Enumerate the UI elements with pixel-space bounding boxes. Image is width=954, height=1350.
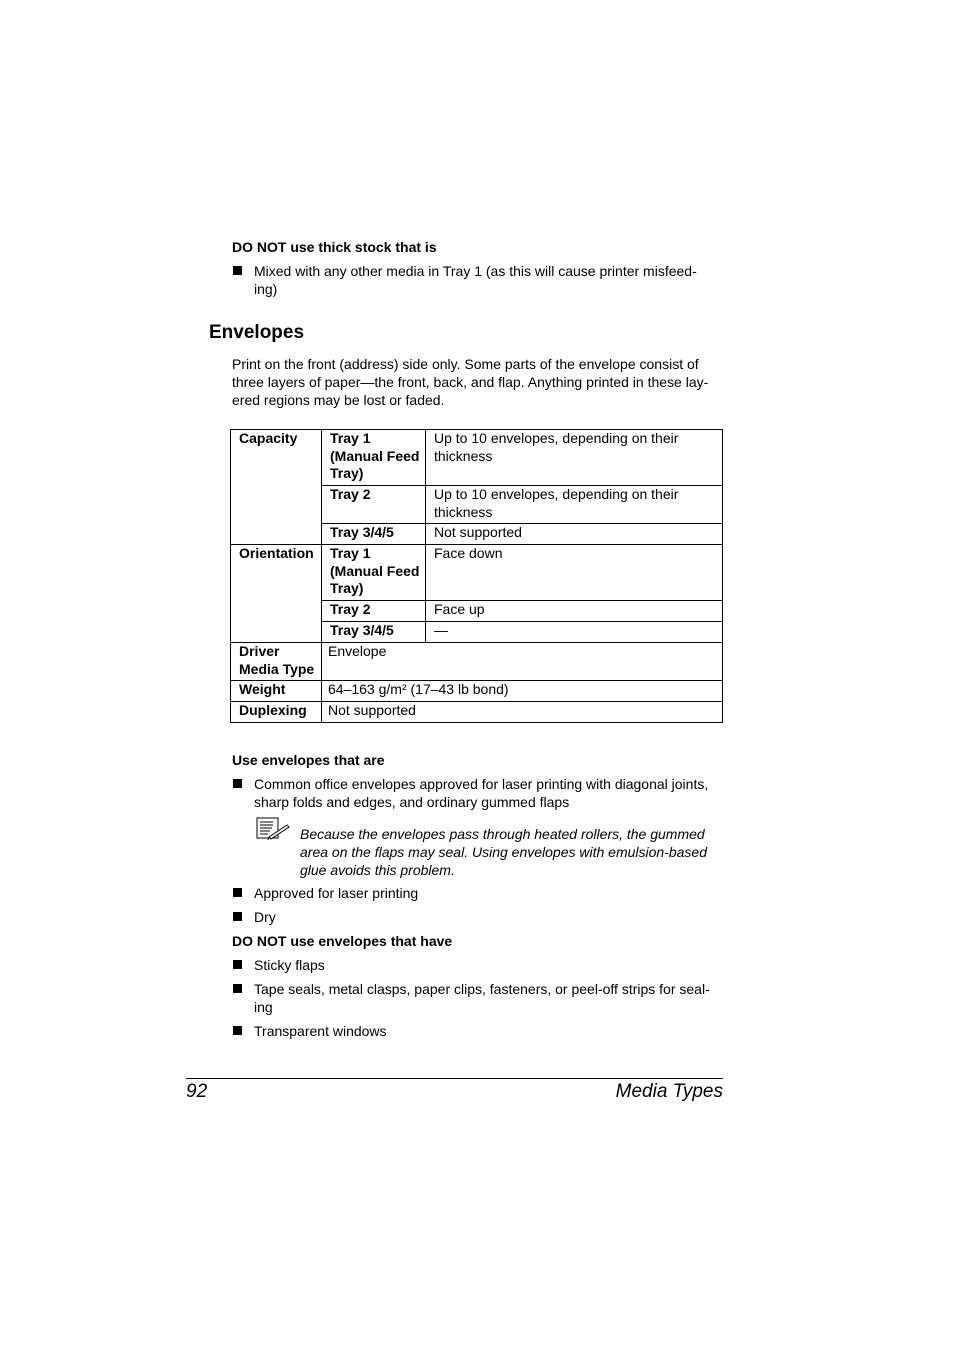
section-title: Envelopes — [209, 322, 305, 343]
orientation-label: Orientation — [231, 545, 322, 643]
footer-section-title: Media Types — [615, 1081, 723, 1102]
duplexing-value: Not supported — [322, 702, 723, 723]
footer-rule — [186, 1078, 723, 1079]
bullet-icon — [233, 1026, 242, 1035]
bullet-icon — [233, 960, 242, 969]
list-item: Tape seals, metal clasps, paper clips, fasteners, or peel-off strips for seal- ing — [254, 981, 710, 1015]
note-pencil-icon — [256, 817, 290, 841]
envelope-spec-table — [230, 429, 723, 723]
list-item: Sticky flaps — [254, 957, 325, 973]
tray345-cell: Tray 3/4/5 — [322, 622, 426, 643]
tray345-cell: Tray 3/4/5 — [322, 524, 426, 545]
driver-media-type-label: Driver Media Type — [231, 643, 322, 681]
list-item: Approved for laser printing — [254, 885, 419, 901]
list-item: Dry — [254, 909, 276, 925]
orientation-tray2-value: Face up — [426, 601, 723, 622]
capacity-label: Capacity — [231, 430, 322, 545]
capacity-tray2-value: Up to 10 envelopes, depending on their thickness — [426, 486, 723, 524]
bullet-icon — [233, 912, 242, 921]
note-text: Because the envelopes pass through heated rollers, the gummed area on the flaps may seal. Using envelopes with emulsion-based glue avoids this problem. — [300, 826, 708, 878]
bullet-icon — [233, 984, 242, 993]
thick-stock-heading: DO NOT use thick stock that is — [232, 239, 437, 255]
weight-label: Weight — [231, 681, 322, 702]
tray1-cell: Tray 1 (Manual Feed Tray) — [322, 430, 426, 486]
orientation-tray345-value: — — [426, 622, 723, 643]
intro-paragraph: Print on the front (address) side only. Some parts of the envelope consist of three layers of paper—the front, back, and flap. Anything printed in these lay- ered regions may be lost or faded. — [232, 356, 709, 408]
list-item: Transparent windows — [254, 1023, 387, 1039]
bullet-icon — [233, 888, 242, 897]
orientation-tray1-value: Face down — [426, 545, 723, 601]
duplexing-label: Duplexing — [231, 702, 322, 723]
tray1-cell: Tray 1 (Manual Feed Tray) — [322, 545, 426, 601]
capacity-tray345-value: Not supported — [426, 524, 723, 545]
capacity-tray1-value: Up to 10 envelopes, depending on their thickness — [426, 430, 723, 486]
use-envelopes-heading: Use envelopes that are — [232, 752, 385, 768]
bullet-icon — [233, 779, 242, 788]
weight-value: 64–163 g/m² (17–43 lb bond) — [322, 681, 723, 702]
list-item: Mixed with any other media in Tray 1 (as this will cause printer misfeed- ing) — [254, 263, 697, 297]
tray2-cell: Tray 2 — [322, 486, 426, 524]
list-item: Common office envelopes approved for laser printing with diagonal joints, sharp folds and edges, and ordinary gummed flaps — [254, 776, 709, 810]
tray2-cell: Tray 2 — [322, 601, 426, 622]
page-number: 92 — [186, 1081, 208, 1102]
bullet-icon — [233, 266, 242, 275]
driver-media-type-value: Envelope — [322, 643, 723, 681]
dont-use-envelopes-heading: DO NOT use envelopes that have — [232, 933, 453, 949]
